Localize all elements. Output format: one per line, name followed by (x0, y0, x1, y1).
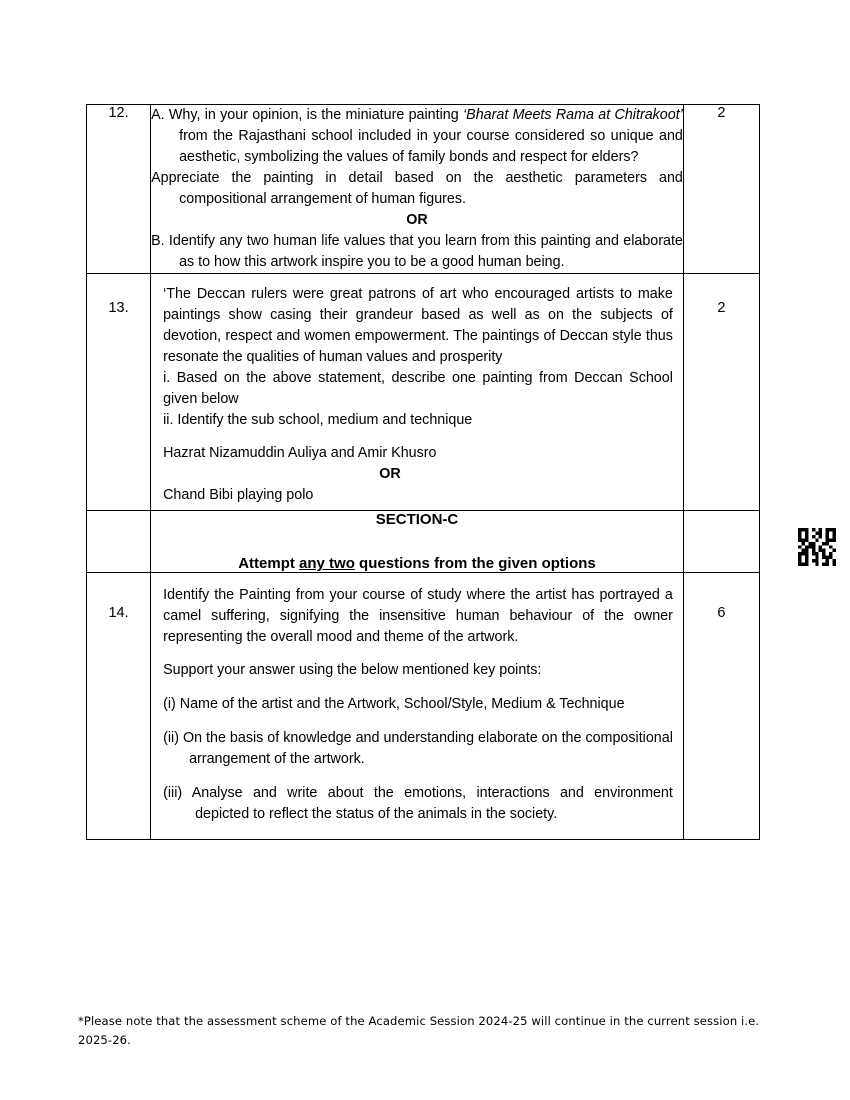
table-row (87, 274, 760, 511)
marks-13: 2 (683, 274, 759, 511)
question-13-item-i: i. Based on the above statement, describe one painting from Deccan School given below (163, 370, 673, 408)
instruction-underlined: any two (299, 555, 355, 573)
option-a-text-pre: A. Why, in your opinion, is the miniature painting (151, 107, 463, 123)
table-row (87, 105, 760, 274)
painting-title-italic: ‘Bharat Meets Rama at Chitrakoot’ (463, 107, 683, 123)
question-14-support: Support your answer using the below mentioned key points: (163, 662, 542, 679)
question-13-statement: ‘The Deccan rulers were great patrons of art who encouraged artists to make paintings show casing their grandeur based as well as on the subjects of devotion, respect and women empowerment. The paintings of Deccan style thus resonate the qualities of human values and prosperity (163, 286, 673, 366)
spacer (163, 431, 673, 443)
question-14-point-iii: (iii) Analyse and write about the emotions, interactions and environment depicted to reflect the status of the animals in the society. (163, 785, 673, 823)
question-14-point-ii: (ii) On the basis of knowledge and understanding elaborate on the compositional arrangement of the artwork. (163, 730, 673, 768)
question-12-option-b: B. Identify any two human life values that you learn from this painting and elaborate as to how this artwork inspire you to be a good human being. (151, 233, 683, 271)
option-a-text-post: from the Rajasthani school included in your course considered so unique and aesthetic, symbolizing the values of family bonds and respect for elders? (179, 128, 683, 166)
footnote: *Please note that the assessment scheme of the Academic Session 2024-25 will continue in the current session i.e. 2025-26. (78, 1014, 760, 1048)
instruction-pre: Attempt (238, 555, 300, 573)
question-13-painting-2: Chand Bibi playing polo (163, 487, 314, 504)
table-row-section-c (87, 511, 760, 573)
marks-12: 2 (683, 105, 759, 274)
question-12-option-a-line2: Appreciate the painting in detail based on the aesthetic parameters and compositional arrangement of human figures. (151, 170, 683, 208)
section-c-marks-cell (683, 511, 759, 573)
question-body-14 (151, 573, 684, 840)
question-12-option-a (151, 105, 683, 168)
section-c-body (151, 511, 684, 573)
question-sheet (86, 104, 760, 840)
question-body-12 (151, 105, 684, 274)
spacer (163, 648, 673, 660)
section-c-number-cell (87, 511, 151, 573)
section-c-instruction (151, 555, 683, 572)
section-c-title: SECTION-C (375, 511, 459, 529)
qr-code-graphic (798, 528, 836, 566)
question-13-painting-1: Hazrat Nizamuddin Auliya and Amir Khusro (163, 445, 437, 462)
question-number-14: 14. (87, 573, 151, 840)
table-row (87, 573, 760, 840)
question-13-or: OR (379, 466, 401, 483)
marks-14: 6 (683, 573, 759, 840)
qr-code (798, 528, 836, 566)
question-14-intro: Identify the Painting from your course of study where the artist has portrayed a camel suffering, signifying the insensitive human behaviour of the owner representing the overall mood and theme of the artwork. (163, 587, 673, 646)
questions-table (86, 104, 760, 840)
question-number-13: 13. (87, 274, 151, 511)
question-number-12: 12. (87, 105, 151, 274)
question-body-13 (151, 274, 684, 511)
question-13-item-ii: ii. Identify the sub school, medium and technique (163, 412, 473, 429)
question-14-point-i: (i) Name of the artist and the Artwork, School/Style, Medium & Technique (163, 696, 625, 713)
question-12-or: OR (406, 212, 428, 229)
instruction-post: questions from the given options (354, 555, 596, 573)
